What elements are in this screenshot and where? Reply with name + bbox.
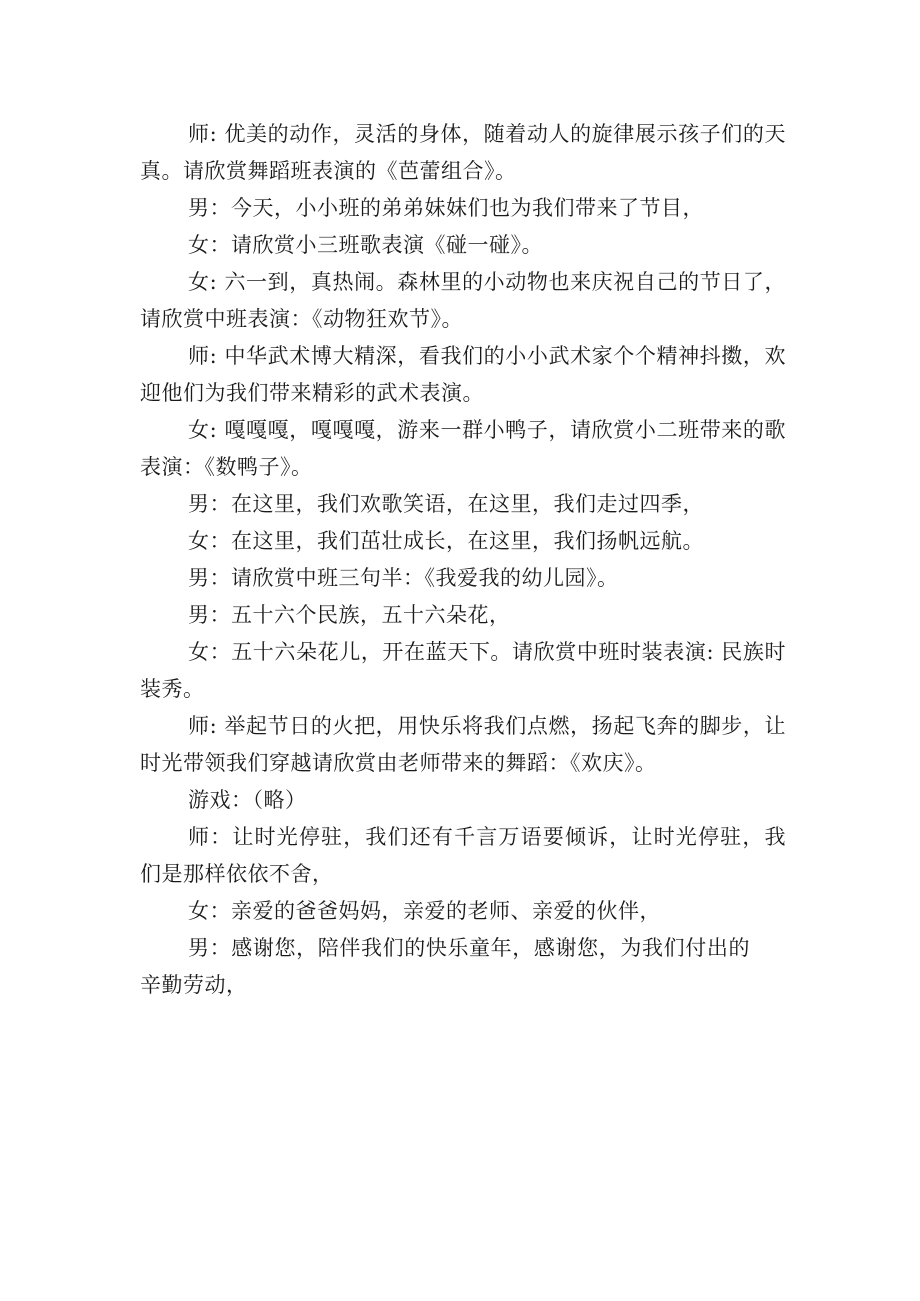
paragraph-1: 师: 优美的动作，灵活的身体，随着动人的旋律展示孩子们的天真。请欣赏舞蹈班表演的《芭蕾组合》。 bbox=[140, 122, 786, 183]
paragraph-12: 师: 举起节日的火把，用快乐将我们点燃，扬起飞奔的脚步，让时光带领我们穿越请欣赏由老师带来的舞蹈：《欢庆》。 bbox=[140, 714, 786, 775]
paragraph-13: 游戏：（略） bbox=[188, 788, 307, 812]
script-body bbox=[140, 116, 786, 1004]
paragraph-11: 女：五十六朵花儿，开在蓝天下。请欣赏中班时装表演: 民族时装秀。 bbox=[140, 640, 786, 701]
paragraph-16: 男：感谢您，陪伴我们的快乐童年，感谢您，为我们付出的辛勤劳动， bbox=[140, 936, 750, 997]
paragraph-10: 男：五十六个民族，五十六朵花， bbox=[188, 603, 511, 627]
paragraph-3: 女：请欣赏小三班歌表演《碰一碰》。 bbox=[188, 233, 543, 257]
paragraph-5: 师: 中华武术博大精深，看我们的小小武术家个个精神抖擞，欢迎他们为我们带来精彩的武术表演。 bbox=[140, 344, 786, 405]
paragraph-9: 男：请欣赏中班三句半：《我爱我的幼儿园》。 bbox=[188, 566, 619, 590]
paragraph-6: 女: 嘎嘎嘎，嘎嘎嘎，游来一群小鸭子，请欣赏小二班带来的歌表演：《数鸭子》。 bbox=[140, 418, 786, 479]
paragraph-4: 女: 六一到，真热闹。森林里的小动物也来庆祝自己的节日了，请欣赏中班表演：《动物狂欢节》。 bbox=[140, 270, 786, 331]
paragraph-2: 男：今天，小小班的弟弟妹妹们也为我们带来了节目， bbox=[188, 196, 704, 220]
paragraph-7: 男：在这里，我们欢歌笑语，在这里，我们走过四季， bbox=[188, 492, 704, 516]
paragraph-8: 女：在这里，我们茁壮成长，在这里，我们扬帆远航。 bbox=[188, 529, 704, 553]
paragraph-15: 女：亲爱的爸爸妈妈，亲爱的老师、亲爱的伙伴， bbox=[188, 899, 661, 923]
paragraph-14: 师：让时光停驻，我们还有千言万语要倾诉，让时光停驻，我们是那样依依不舍， bbox=[140, 825, 786, 886]
